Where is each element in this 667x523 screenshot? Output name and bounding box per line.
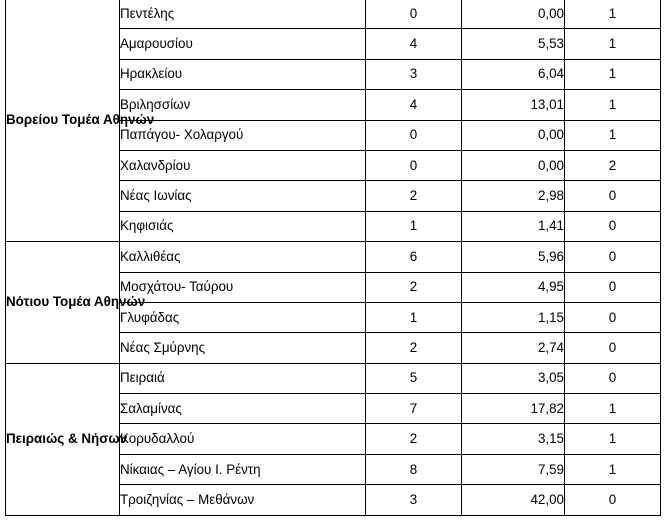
cases-cell: 5	[366, 363, 462, 393]
rate-cell: 2,74	[462, 333, 565, 363]
rate-cell: 0,00	[462, 120, 565, 150]
table-row	[6, 0, 661, 29]
rate-cell: 6,04	[462, 59, 565, 89]
cases-cell: 0	[366, 0, 462, 29]
municipality-cell: Ηρακλείου	[120, 59, 366, 89]
cases-cell: 1	[366, 302, 462, 332]
cases-cell: 7	[366, 394, 462, 424]
last-value-cell: 0	[565, 211, 661, 241]
rate-cell: 0,00	[462, 0, 565, 29]
rate-cell: 7,59	[462, 454, 565, 484]
municipality-cell: Κηφισιάς	[120, 211, 366, 241]
rate-cell: 0,00	[462, 150, 565, 180]
rate-cell: 3,05	[462, 363, 565, 393]
municipality-cell: Μοσχάτου- Ταύρου	[120, 272, 366, 302]
last-value-cell: 0	[565, 181, 661, 211]
cases-cell: 0	[366, 120, 462, 150]
rate-cell: 5,96	[462, 242, 565, 272]
last-value-cell: 1	[565, 90, 661, 120]
last-value-cell: 0	[565, 363, 661, 393]
last-value-cell: 1	[565, 0, 661, 29]
rate-cell: 3,15	[462, 424, 565, 454]
table-body	[6, 0, 661, 515]
rate-cell: 17,82	[462, 394, 565, 424]
municipality-cell: Πεντέλης	[120, 0, 366, 29]
rate-cell: 2,98	[462, 181, 565, 211]
region-group-cell: Πειραιώς & Νήσων	[6, 363, 120, 515]
cases-cell: 1	[366, 211, 462, 241]
last-value-cell: 0	[565, 242, 661, 272]
last-value-cell: 1	[565, 120, 661, 150]
cases-cell: 4	[366, 90, 462, 120]
municipality-cell: Καλλιθέας	[120, 242, 366, 272]
municipality-cell: Κορυδαλλού	[120, 424, 366, 454]
municipality-cell: Βριλησσίων	[120, 90, 366, 120]
table-row	[6, 242, 661, 272]
region-group-cell: Νότιου Τομέα Αθηνών	[6, 242, 120, 364]
rate-cell: 42,00	[462, 485, 565, 515]
rate-cell: 1,41	[462, 211, 565, 241]
cases-cell: 4	[366, 29, 462, 59]
cases-cell: 3	[366, 59, 462, 89]
municipality-cell: Παπάγου- Χολαργού	[120, 120, 366, 150]
cases-cell: 3	[366, 485, 462, 515]
rate-cell: 1,15	[462, 302, 565, 332]
municipality-cell: Τροιζηνίας – Μεθάνων	[120, 485, 366, 515]
municipality-cell: Πειραιά	[120, 363, 366, 393]
municipality-cell: Νίκαιας – Αγίου Ι. Ρέντη	[120, 454, 366, 484]
last-value-cell: 1	[565, 29, 661, 59]
rate-cell: 4,95	[462, 272, 565, 302]
municipality-cell: Γλυφάδας	[120, 302, 366, 332]
cases-cell: 2	[366, 272, 462, 302]
last-value-cell: 1	[565, 59, 661, 89]
last-value-cell: 0	[565, 272, 661, 302]
municipality-cell: Χαλανδρίου	[120, 150, 366, 180]
region-group-cell: Βορείου Τομέα Αθηνών	[6, 0, 120, 242]
cases-cell: 2	[366, 424, 462, 454]
last-value-cell: 1	[565, 394, 661, 424]
last-value-cell: 2	[565, 150, 661, 180]
cases-cell: 6	[366, 242, 462, 272]
rate-cell: 5,53	[462, 29, 565, 59]
municipality-cell: Αμαρουσίου	[120, 29, 366, 59]
cases-cell: 0	[366, 150, 462, 180]
last-value-cell: 0	[565, 333, 661, 363]
last-value-cell: 0	[565, 302, 661, 332]
cases-cell: 2	[366, 181, 462, 211]
municipality-cell: Νέας Σμύρνης	[120, 333, 366, 363]
last-value-cell: 0	[565, 485, 661, 515]
municipality-cell: Νέας Ιωνίας	[120, 181, 366, 211]
rate-cell: 13,01	[462, 90, 565, 120]
cases-cell: 8	[366, 454, 462, 484]
table-row	[6, 363, 661, 393]
municipality-data-table	[5, 0, 661, 516]
cases-cell: 2	[366, 333, 462, 363]
last-value-cell: 1	[565, 424, 661, 454]
last-value-cell: 1	[565, 454, 661, 484]
municipality-cell: Σαλαμίνας	[120, 394, 366, 424]
